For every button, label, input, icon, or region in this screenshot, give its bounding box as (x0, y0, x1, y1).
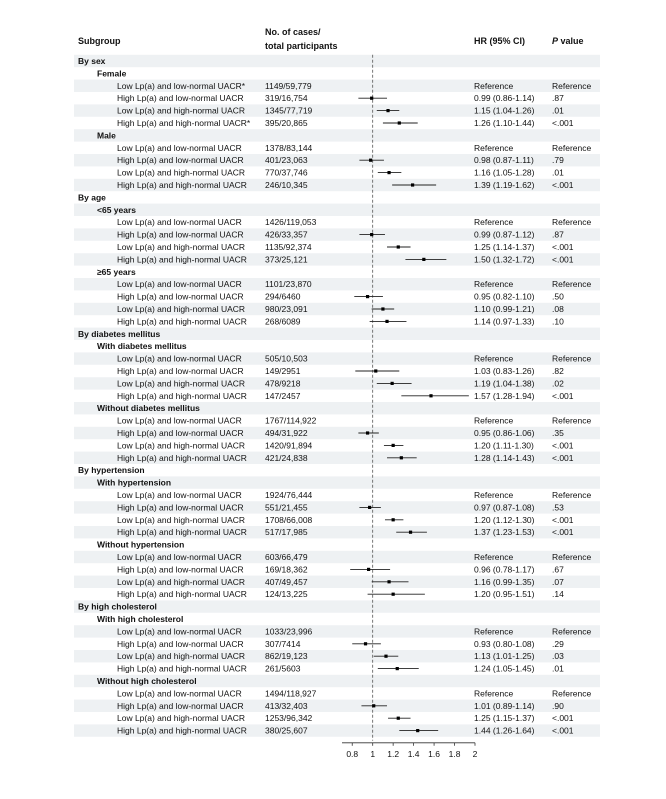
point-estimate (364, 642, 367, 645)
row-hr: 1.20 (1.11-1.30) (474, 440, 534, 451)
section-title: By high cholesterol (78, 601, 157, 612)
row-cases: 169/18,362 (265, 564, 308, 575)
point-estimate (366, 431, 369, 434)
row-hr: 1.24 (1.05-1.45) (474, 663, 535, 674)
point-estimate (381, 307, 384, 310)
row-hr: 1.26 (1.10-1.44) (474, 118, 535, 128)
point-estimate (387, 580, 390, 583)
row-cases: 980/23,091 (265, 304, 308, 314)
point-estimate (366, 295, 369, 298)
row-hr: 1.39 (1.19-1.62) (474, 180, 535, 190)
point-estimate (429, 394, 432, 397)
row-hr: 0.96 (0.78-1.17) (474, 564, 535, 575)
row-band (74, 204, 600, 216)
row-hr: 1.28 (1.14-1.43) (474, 452, 535, 463)
group-title: With diabetes mellitus (97, 341, 187, 352)
row-hr: 1.15 (1.04-1.26) (474, 105, 535, 116)
point-estimate (372, 704, 375, 707)
point-estimate (422, 258, 425, 261)
point-estimate (368, 506, 371, 509)
row-p-value: <.001 (552, 440, 574, 451)
row-p-value: .67 (552, 564, 564, 575)
row-p-value: <.001 (552, 390, 574, 401)
row-hr: Reference (474, 142, 514, 153)
row-label: Low Lp(a) and high-normal UACR (117, 440, 246, 451)
row-cases: 261/5603 (265, 663, 301, 674)
row-hr: 1.13 (1.01-1.25) (474, 651, 535, 662)
header-p-italic: P (552, 36, 559, 46)
row-cases: 862/19,123 (265, 651, 308, 662)
row-cases: 407/49,457 (265, 576, 308, 587)
row-cases: 551/21,455 (265, 502, 308, 513)
group-title: <65 years (97, 204, 136, 215)
row-hr: 1.16 (0.99-1.35) (474, 576, 535, 587)
row-p-value: Reference (552, 142, 592, 153)
row-cases: 380/25,607 (265, 725, 308, 736)
point-estimate (370, 97, 373, 100)
row-cases: 517/17,985 (265, 527, 308, 538)
row-p-value: .53 (552, 502, 564, 513)
row-label: Low Lp(a) and high-normal UACR (117, 378, 246, 389)
row-hr: 1.25 (1.14-1.37) (474, 242, 535, 252)
row-label: High Lp(a) and high-normal UACR* (117, 118, 251, 128)
row-p-value: .14 (552, 589, 564, 600)
point-estimate (369, 159, 372, 162)
point-estimate (392, 444, 395, 447)
row-hr: 1.20 (0.95-1.51) (474, 589, 535, 600)
row-label: High Lp(a) and low-normal UACR (117, 700, 244, 711)
row-label: Low Lp(a) and low-normal UACR (117, 217, 242, 228)
row-cases: 494/31,922 (265, 428, 308, 438)
row-p-value: .50 (552, 291, 564, 302)
row-label: High Lp(a) and low-normal UACR (117, 428, 244, 438)
row-label: Low Lp(a) and high-normal UACR (117, 167, 246, 178)
row-hr: 0.93 (0.80-1.08) (474, 638, 535, 649)
x-tick-label: 1.2 (387, 748, 400, 759)
row-label: High Lp(a) and high-normal UACR (117, 589, 247, 600)
row-cases: 268/6089 (265, 316, 301, 327)
row-cases: 307/7414 (265, 638, 301, 649)
row-cases: 294/6460 (265, 291, 301, 302)
row-label: High Lp(a) and high-normal UACR (117, 390, 247, 401)
row-p-value: .08 (552, 304, 564, 314)
row-label: High Lp(a) and high-normal UACR (117, 527, 247, 538)
row-label: High Lp(a) and high-normal UACR (117, 254, 247, 265)
row-hr: 1.25 (1.15-1.37) (474, 713, 535, 724)
row-cases: 478/9218 (265, 378, 301, 389)
row-hr: Reference (474, 415, 514, 426)
section-title: By diabetes mellitus (78, 328, 161, 339)
row-p-value: .87 (552, 229, 564, 240)
row-p-value: <.001 (552, 514, 574, 525)
point-estimate (374, 369, 377, 372)
row-p-value: Reference (552, 217, 592, 228)
x-tick-label: 1 (370, 748, 376, 759)
row-hr: 1.57 (1.28-1.94) (474, 390, 535, 401)
x-tick-label: 1.8 (448, 748, 461, 759)
row-p-value: <.001 (552, 527, 574, 538)
row-cases: 1135/92,374 (265, 242, 312, 252)
row-cases: 395/20,865 (265, 118, 308, 128)
row-p-value: .07 (552, 576, 564, 587)
row-label: High Lp(a) and low-normal UACR (117, 638, 244, 649)
row-p-value: .35 (552, 428, 564, 438)
row-p-value: .10 (552, 316, 564, 327)
row-label: Low Lp(a) and low-normal UACR (117, 415, 242, 426)
row-cases: 1426/119,053 (265, 217, 317, 228)
row-label: High Lp(a) and low-normal UACR (117, 366, 244, 376)
point-estimate (370, 233, 373, 236)
row-cases: 1253/96,342 (265, 713, 313, 724)
row-cases: 1420/91,894 (265, 440, 313, 451)
group-title: Without hypertension (97, 539, 185, 550)
row-p-value: .82 (552, 366, 564, 376)
row-hr: 0.95 (0.82-1.10) (474, 291, 535, 302)
header-cases-line1: No. of cases/ (265, 27, 321, 37)
row-p-value: .01 (552, 167, 564, 178)
row-label: Low Lp(a) and low-normal UACR (117, 626, 242, 637)
row-label: Low Lp(a) and low-normal UACR (117, 279, 242, 290)
row-hr: 1.19 (1.04-1.38) (474, 378, 535, 389)
row-label: High Lp(a) and high-normal UACR (117, 316, 247, 327)
row-cases: 421/24,838 (265, 452, 308, 463)
row-p-value: .87 (552, 93, 564, 104)
row-cases: 1033/23,996 (265, 626, 313, 637)
row-hr: 1.14 (0.97-1.33) (474, 316, 535, 327)
row-hr: Reference (474, 552, 514, 562)
point-estimate (397, 717, 400, 720)
row-hr: 0.99 (0.87-1.12) (474, 229, 535, 240)
row-cases: 1494/118,927 (265, 688, 317, 699)
row-band (74, 55, 600, 67)
row-p-value: Reference (552, 80, 592, 91)
row-label: High Lp(a) and high-normal UACR (117, 452, 247, 463)
row-p-value: .01 (552, 663, 564, 674)
row-p-value: Reference (552, 490, 592, 500)
group-title: With hypertension (97, 477, 172, 488)
row-hr: 0.95 (0.86-1.06) (474, 428, 535, 438)
group-title: Male (97, 130, 116, 141)
row-p-value: <.001 (552, 118, 574, 128)
row-label: High Lp(a) and low-normal UACR (117, 155, 244, 166)
x-tick-label: 1.4 (407, 748, 420, 759)
row-hr: 1.03 (0.83-1.26) (474, 366, 535, 376)
point-estimate (386, 109, 389, 112)
row-p-value: .01 (552, 105, 564, 116)
row-cases: 1708/66,008 (265, 514, 313, 525)
point-estimate (397, 245, 400, 248)
x-tick-label: 1.6 (428, 748, 440, 759)
group-title: Without high cholesterol (97, 676, 197, 686)
row-p-value: <.001 (552, 254, 574, 265)
row-cases: 505/10,503 (265, 353, 308, 364)
row-p-value: .03 (552, 651, 564, 662)
row-hr: Reference (474, 217, 514, 228)
row-hr: Reference (474, 80, 514, 91)
row-cases: 426/33,357 (265, 229, 308, 240)
section-title: By age (78, 192, 106, 203)
row-label: Low Lp(a) and low-normal UACR (117, 353, 242, 364)
row-hr: 0.98 (0.87-1.11) (474, 155, 534, 166)
row-p-value: Reference (552, 353, 592, 364)
point-estimate (385, 320, 388, 323)
row-cases: 124/13,225 (265, 589, 308, 600)
point-estimate (409, 531, 412, 534)
point-estimate (416, 729, 419, 732)
row-p-value: Reference (552, 279, 592, 290)
row-cases: 147/2457 (265, 390, 301, 401)
row-cases: 1924/76,444 (265, 490, 313, 500)
row-cases: 1378/83,144 (265, 142, 313, 153)
row-label: Low Lp(a) and high-normal UACR (117, 304, 246, 314)
x-tick-label: 0.8 (346, 748, 359, 759)
row-hr: 1.10 (0.99-1.21) (474, 304, 535, 314)
row-p-value: <.001 (552, 242, 574, 252)
row-label: Low Lp(a) and high-normal UACR (117, 105, 246, 116)
row-label: Low Lp(a) and low-normal UACR* (117, 80, 246, 91)
header-subgroup: Subgroup (78, 36, 121, 46)
row-p-value: .90 (552, 700, 564, 711)
row-cases: 1101/23,870 (265, 279, 312, 290)
header-cases-line2: total participants (265, 41, 338, 51)
row-hr: 1.01 (0.89-1.14) (474, 700, 535, 711)
row-p-value: <.001 (552, 725, 574, 736)
group-title: Female (97, 68, 127, 79)
row-hr: 1.20 (1.12-1.30) (474, 514, 535, 525)
row-label: Low Lp(a) and low-normal UACR (117, 142, 242, 153)
group-title: With high cholesterol (97, 614, 184, 624)
point-estimate (392, 518, 395, 521)
row-label: High Lp(a) and high-normal UACR (117, 725, 247, 736)
row-hr: 0.97 (0.87-1.08) (474, 502, 535, 513)
row-label: High Lp(a) and low-normal UACR (117, 229, 244, 240)
row-hr: Reference (474, 626, 514, 637)
row-cases: 1767/114,922 (265, 415, 317, 426)
row-hr: Reference (474, 688, 514, 699)
row-cases: 149/2951 (265, 366, 301, 376)
row-p-value: .79 (552, 155, 564, 166)
row-label: Low Lp(a) and high-normal UACR (117, 713, 246, 724)
row-band (74, 129, 600, 141)
point-estimate (398, 121, 401, 124)
row-p-value: Reference (552, 415, 592, 426)
header-p-suffix: value (558, 36, 584, 46)
row-label: Low Lp(a) and high-normal UACR (117, 514, 246, 525)
point-estimate (411, 183, 414, 186)
row-cases: 373/25,121 (265, 254, 308, 265)
x-tick-label: 2 (472, 748, 478, 759)
row-label: High Lp(a) and high-normal UACR (117, 663, 247, 674)
point-estimate (400, 456, 403, 459)
row-p-value: <.001 (552, 452, 574, 463)
row-cases: 1149/59,779 (265, 80, 312, 91)
row-hr: Reference (474, 353, 514, 364)
row-p-value: .29 (552, 638, 564, 649)
group-title: Without diabetes mellitus (97, 403, 200, 414)
row-label: Low Lp(a) and low-normal UACR (117, 552, 242, 562)
point-estimate (392, 593, 395, 596)
row-p-value: <.001 (552, 180, 574, 190)
row-label: Low Lp(a) and high-normal UACR (117, 242, 246, 252)
point-estimate (387, 171, 390, 174)
header-hr: HR (95% CI) (474, 36, 526, 46)
row-hr: 1.16 (1.05-1.28) (474, 167, 535, 178)
row-cases: 413/32,403 (265, 700, 308, 711)
row-hr: 1.50 (1.32-1.72) (474, 254, 535, 265)
row-hr: 0.99 (0.86-1.14) (474, 93, 535, 104)
row-hr: 1.44 (1.26-1.64) (474, 725, 535, 736)
row-label: High Lp(a) and low-normal UACR (117, 93, 244, 104)
row-label: Low Lp(a) and low-normal UACR (117, 688, 242, 699)
row-label: Low Lp(a) and high-normal UACR (117, 651, 246, 662)
row-label: High Lp(a) and low-normal UACR (117, 564, 244, 575)
row-p-value: .02 (552, 378, 564, 389)
row-cases: 603/66,479 (265, 552, 308, 562)
row-p-value: Reference (552, 626, 592, 637)
header-p-value (552, 36, 584, 46)
row-label: High Lp(a) and low-normal UACR (117, 502, 244, 513)
point-estimate (367, 568, 370, 571)
row-p-value: Reference (552, 688, 592, 699)
row-cases: 319/16,754 (265, 93, 308, 104)
row-hr: Reference (474, 490, 514, 500)
point-estimate (391, 382, 394, 385)
row-cases: 401/23,063 (265, 155, 308, 166)
point-estimate (384, 655, 387, 658)
point-estimate (396, 667, 399, 670)
row-hr: Reference (474, 279, 514, 290)
row-cases: 246/10,345 (265, 180, 308, 190)
row-label: Low Lp(a) and high-normal UACR (117, 576, 246, 587)
group-title: ≥65 years (97, 266, 136, 277)
section-title: By sex (78, 56, 106, 66)
row-hr: 1.37 (1.23-1.53) (474, 527, 535, 538)
row-p-value: <.001 (552, 713, 574, 724)
row-p-value: Reference (552, 552, 592, 562)
row-label: High Lp(a) and high-normal UACR (117, 180, 247, 190)
row-label: Low Lp(a) and low-normal UACR (117, 490, 242, 500)
row-cases: 770/37,746 (265, 167, 308, 178)
section-title: By hypertension (78, 465, 145, 476)
row-cases: 1345/77,719 (265, 105, 313, 116)
x-axis (342, 743, 478, 759)
row-label: High Lp(a) and low-normal UACR (117, 291, 244, 302)
